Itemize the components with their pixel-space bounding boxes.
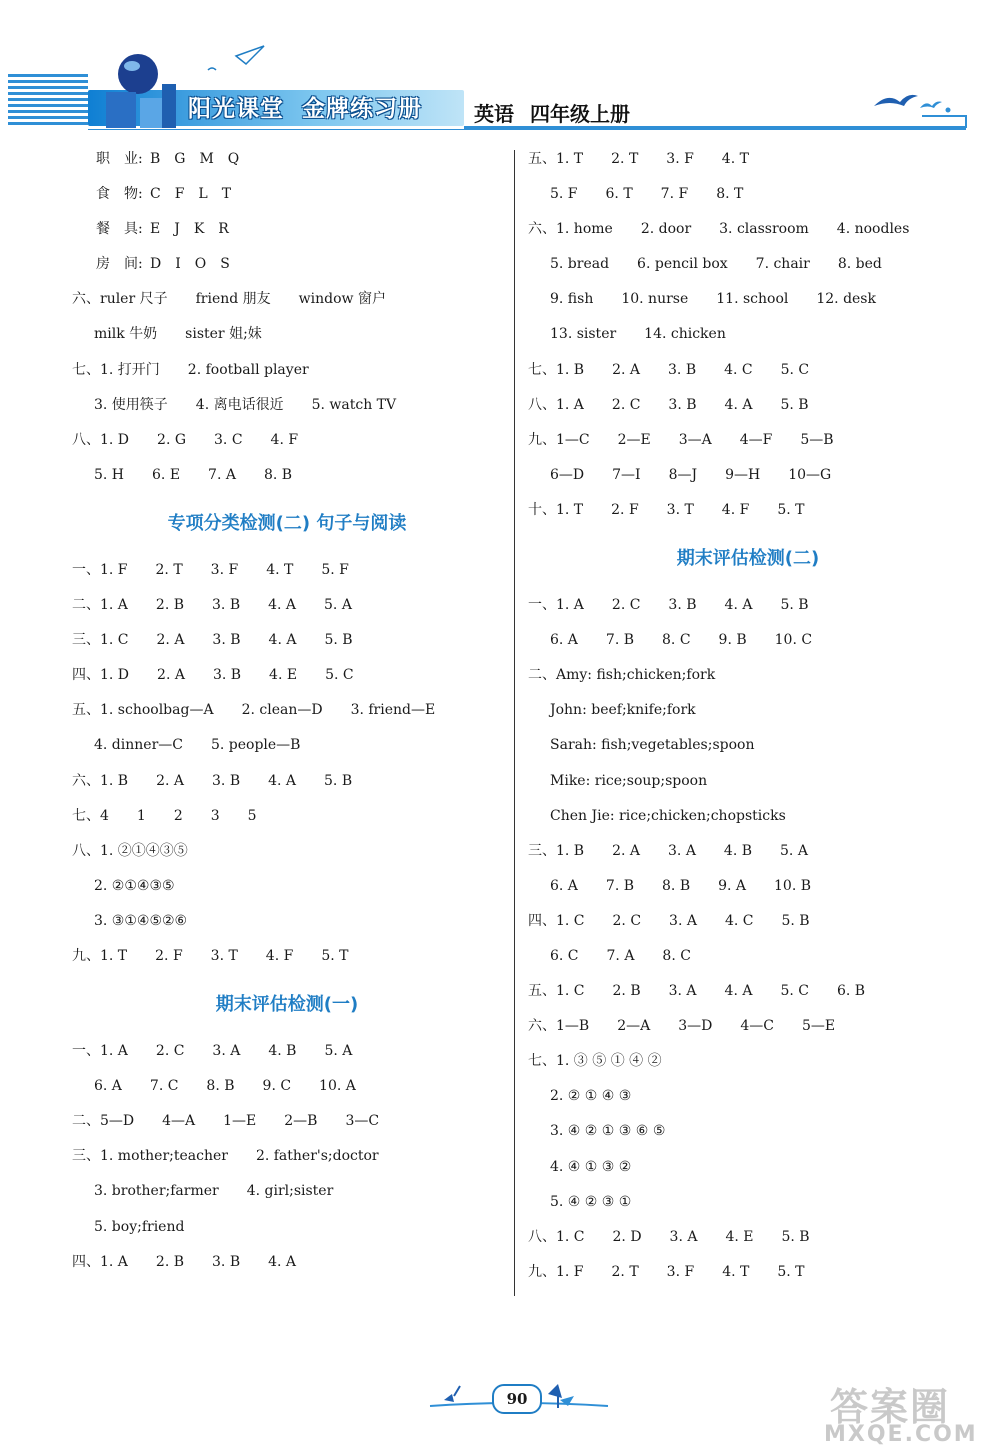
- right-column: [528, 142, 968, 1290]
- answer-line: 八、1. C 2. D 3. A 4. E 5. B: [528, 1228, 810, 1245]
- section-title-final-test-1: 期末评估检测(一): [215, 994, 359, 1016]
- book-subject: [474, 98, 646, 127]
- answer-line: 6. A 7. B 8. B 9. A 10. B: [550, 877, 812, 894]
- section-title-final-test-2: 期末评估检测(二): [676, 548, 820, 570]
- category-label: 餐 具:: [96, 221, 143, 238]
- answer-line: 四、1. C 2. C 3. A 4. C 5. B: [528, 912, 810, 929]
- answer-line: 十、1. T 2. F 3. T 4. F 5. T: [528, 501, 805, 518]
- answer-line: 一、1. F 2. T 3. F 4. T 5. F: [72, 561, 349, 578]
- answer-line: 5. boy;friend: [94, 1218, 185, 1235]
- column-divider: [514, 150, 515, 1296]
- answer-line: 5. F 6. T 7. F 8. T: [550, 186, 744, 203]
- answer-line: 六、1. B 2. A 3. B 4. A 5. B: [72, 772, 353, 789]
- answer-line: 9. fish 10. nurse 11. school 12. desk: [550, 291, 876, 308]
- category-line: [72, 247, 502, 282]
- answer-line: 二、1. A 2. B 3. B 4. A 5. A: [72, 597, 352, 614]
- answer-line: 三、1. C 2. A 3. B 4. A 5. B: [72, 632, 353, 649]
- answer-list-final-test-2: [528, 588, 968, 1290]
- answer-line: 6. A 7. B 8. C 9. B 10. C: [550, 632, 813, 649]
- answer-line: 九、1—C 2—E 3—A 4—F 5—B: [528, 431, 834, 448]
- category-line: [72, 142, 502, 177]
- answer-line: 三、1. B 2. A 3. A 4. B 5. A: [528, 842, 808, 859]
- watermark-en: MXQE.COM: [824, 1422, 978, 1447]
- subject-label: 英语: [474, 102, 514, 126]
- category-line: [72, 212, 502, 247]
- answer-line: 七、1. B 2. A 3. B 4. C 5. C: [528, 361, 810, 378]
- answer-line: John: beef;knife;fork: [550, 702, 696, 719]
- series-title-part-1: 阳光课堂: [188, 96, 284, 122]
- page-number: 90: [492, 1384, 542, 1414]
- answer-line: Mike: rice;soup;spoon: [550, 772, 708, 789]
- section-title-sentences-reading: 专项分类检测(二) 句子与阅读: [167, 512, 407, 534]
- category-letters: B G M Q: [150, 151, 240, 167]
- answer-line: 七、1. 打开门 2. football player: [72, 361, 309, 378]
- answer-line: 六、1—B 2—A 3—D 4—C 5—E: [528, 1018, 836, 1035]
- answer-line: 一、1. A 2. C 3. B 4. A 5. B: [528, 597, 809, 614]
- answer-line: 四、1. D 2. A 3. B 4. E 5. C: [72, 667, 354, 684]
- answer-list-sentences-reading: [72, 553, 502, 974]
- answer-line: 七、4 1 2 3 5: [72, 807, 257, 824]
- answer-line: 五、1. T 2. T 3. F 4. T: [528, 151, 749, 167]
- answer-line: 三、1. mother;teacher 2. father's;doctor: [72, 1148, 379, 1165]
- answer-line: 二、Amy: fish;chicken;fork: [528, 667, 716, 684]
- category-letters: D I O S: [150, 256, 230, 273]
- answer-line: Chen Jie: rice;chicken;chopsticks: [550, 807, 786, 824]
- answer-line: 二、5—D 4—A 1—E 2—B 3—C: [72, 1113, 380, 1130]
- answer-line: 七、1. ③ ⑤ ① ④ ②: [528, 1053, 662, 1070]
- answer-line: 九、1. F 2. T 3. F 4. T 5. T: [528, 1263, 805, 1280]
- header-rule-thin: [88, 129, 966, 130]
- answer-line: 一、1. A 2. C 3. A 4. B 5. A: [72, 1043, 353, 1060]
- answer-line: 5. ④ ② ③ ①: [550, 1193, 632, 1210]
- watermark-cn: 答案圈: [830, 1385, 951, 1429]
- answer-line: 4. ④ ① ③ ②: [550, 1158, 632, 1175]
- answer-line: 2. ② ① ④ ③: [550, 1088, 632, 1105]
- bird-icon: [862, 80, 972, 132]
- answer-line: 八、1. ②①④③⑤: [72, 842, 188, 859]
- category-letters: C F L T: [150, 186, 232, 203]
- answer-line: 八、1. D 2. G 3. C 4. F: [72, 431, 299, 448]
- answer-line: 6. C 7. A 8. C: [550, 947, 691, 964]
- category-label: 职 业:: [96, 151, 143, 167]
- answer-line: 3. ③①④⑤②⑥: [94, 912, 188, 929]
- page-header: [0, 0, 1000, 150]
- answer-line: Sarah: fish;vegetables;spoon: [550, 737, 755, 754]
- answer-line: 13. sister 14. chicken: [550, 326, 726, 343]
- watermark-logo: [818, 1376, 988, 1448]
- category-label: 房 间:: [96, 256, 143, 273]
- answer-line: 6. A 7. C 8. B 9. C 10. A: [94, 1078, 356, 1095]
- answer-line: 五、1. schoolbag—A 2. clean—D 3. friend—E: [72, 702, 436, 719]
- category-letters: E J K R: [150, 221, 229, 238]
- answer-line: 3. brother;farmer 4. girl;sister: [94, 1183, 334, 1200]
- answer-line: 3. 使用筷子 4. 离电话很近 5. watch TV: [94, 396, 397, 413]
- grade-label: 四年级上册: [530, 102, 630, 126]
- answer-line: 八、1. A 2. C 3. B 4. A 5. B: [528, 396, 809, 413]
- answer-list-final-test-1: [72, 1034, 502, 1280]
- header-stripe-block: [8, 74, 88, 126]
- answer-line: 3. ④ ② ① ③ ⑥ ⑤: [550, 1123, 666, 1140]
- answer-line: 五、1. C 2. B 3. A 4. A 5. C 6. B: [528, 983, 866, 1000]
- answer-list-final-test-1-continued: [528, 142, 968, 528]
- series-title-part-2: 金牌练习册: [302, 96, 422, 122]
- left-column: [72, 142, 502, 1280]
- answer-line: 4. dinner—C 5. people—B: [94, 737, 301, 754]
- answer-line: 5. H 6. E 7. A 8. B: [94, 466, 293, 483]
- answer-line: milk 牛奶 sister 姐;妹: [94, 326, 262, 343]
- series-title: [188, 90, 440, 123]
- answer-list-continued: [72, 282, 502, 493]
- answer-line: 六、ruler 尺子 friend 朋友 window 窗户: [72, 291, 386, 308]
- answer-line: 2. ②①④③⑤: [94, 877, 175, 894]
- answer-line: 四、1. A 2. B 3. B 4. A: [72, 1253, 297, 1270]
- answer-line: 6—D 7—I 8—J 9—H 10—G: [550, 466, 832, 483]
- answer-line: 九、1. T 2. F 3. T 4. F 5. T: [72, 947, 349, 964]
- category-list: [72, 142, 502, 282]
- category-label: 食 物:: [96, 186, 143, 203]
- answer-line: 5. bread 6. pencil box 7. chair 8. bed: [550, 256, 882, 273]
- category-line: [72, 177, 502, 212]
- answer-line: 六、1. home 2. door 3. classroom 4. noodles: [528, 221, 910, 238]
